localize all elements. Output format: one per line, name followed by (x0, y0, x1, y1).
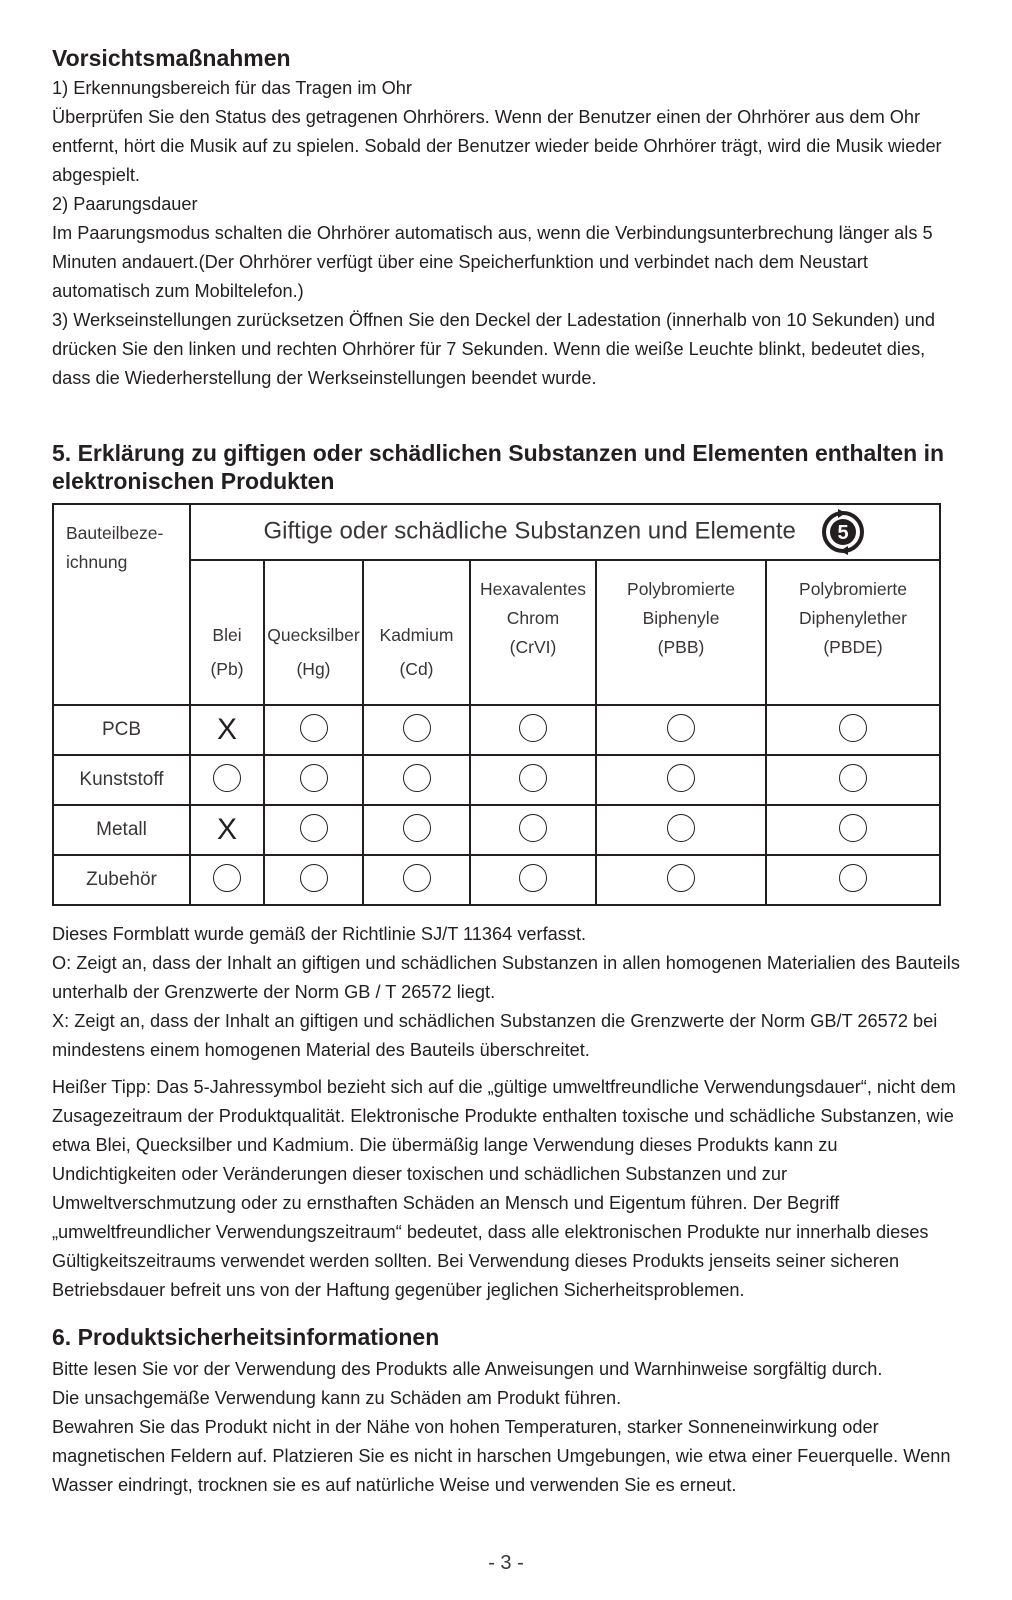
precaution-line: Im Paarungsmodus schalten die Ohrhörer automatisch aus, wenn die Verbindungsunterbrechung länger als 5 Minuten andauert.(Der Ohrhörer verfügt über eine Speicherfunktion und verbindet nach dem Neustart automatisch zum Mobiltelefon.) (52, 223, 933, 301)
compliant-circle-icon (839, 864, 867, 892)
compliant-circle-icon (839, 814, 867, 842)
safety-line: Die unsachgemäße Verwendung kann zu Schäden am Produkt führen. (52, 1388, 622, 1408)
document-page (52, 44, 962, 1500)
safety-section (52, 1323, 962, 1500)
mark-cell (363, 705, 470, 755)
mark-cell (470, 805, 596, 855)
row-label: Kunststoff (53, 755, 190, 805)
emblem-number: 5 (836, 522, 849, 544)
substances-heading: 5. Erklärung zu giftigen oder schädlichen Substanzen und Elementen enthalten in elektronischen Produkten (52, 440, 945, 494)
compliant-circle-icon (403, 764, 431, 792)
safety-body (52, 1355, 962, 1500)
mark-cell (264, 855, 363, 905)
note-line: X: Zeigt an, dass der Inhalt an giftigen und schädlichen Substanzen die Grenzwerte der Norm GB/T 26572 bei mindestens einem homogenen Material des Bauteils überschreitet. (52, 1011, 938, 1060)
compliant-circle-icon (213, 864, 241, 892)
mark-cell (190, 755, 264, 805)
compliant-circle-icon (667, 714, 695, 742)
column-header: Blei (Pb) (190, 560, 264, 705)
mark-cell (766, 805, 940, 855)
compliant-circle-icon (403, 714, 431, 742)
compliant-circle-icon (300, 814, 328, 842)
table-row (53, 755, 940, 805)
mark-cell (470, 755, 596, 805)
page-number: - 3 - (488, 1552, 524, 1574)
column-header: Kadmium (Cd) (363, 560, 470, 705)
table-notes (52, 920, 962, 1065)
precautions-section (52, 44, 962, 393)
mark-cell (363, 855, 470, 905)
mark-cell (596, 805, 766, 855)
substances-table (52, 503, 941, 906)
safety-line: Bitte lesen Sie vor der Verwendung des Produkts alle Anweisungen und Warnhinweise sorgfältig durch. (52, 1359, 883, 1379)
compliant-circle-icon (667, 814, 695, 842)
substances-header (190, 504, 940, 560)
precaution-line: 1) Erkennungsbereich für das Tragen im Ohr (52, 78, 412, 98)
environmental-5-year-icon (819, 508, 867, 556)
mark-cell (766, 705, 940, 755)
substances-rows (53, 705, 940, 905)
table-row (53, 855, 940, 905)
row-label: Zubehör (53, 855, 190, 905)
mark-cell (596, 855, 766, 905)
precautions-body (52, 74, 962, 393)
table-row (53, 705, 940, 755)
compliant-circle-icon (839, 714, 867, 742)
mark-cell (766, 855, 940, 905)
mark-cell (470, 705, 596, 755)
compliant-circle-icon (300, 864, 328, 892)
compliant-circle-icon (519, 864, 547, 892)
mark-cell (596, 755, 766, 805)
exceeds-mark: X (216, 813, 237, 846)
compliant-circle-icon (839, 764, 867, 792)
exceeds-mark: X (216, 713, 237, 746)
compliant-circle-icon (403, 814, 431, 842)
precaution-line: 2) Paarungsdauer (52, 194, 198, 214)
precaution-line: Überprüfen Sie den Status des getragenen Ohrhörers. Wenn der Benutzer einen der Ohrhörer aus dem Ohr entfernt, hört die Musik auf zu spielen. Sobald der Benutzer wieder beide Ohrhörer trägt, wird die Musik wieder abgespielt. (52, 107, 942, 185)
component-header: Bauteilbeze-ichnung (53, 504, 190, 705)
row-label: Metall (53, 805, 190, 855)
row-label: PCB (53, 705, 190, 755)
compliant-circle-icon (667, 864, 695, 892)
column-header: Polybromierte Biphenyle (PBB) (596, 560, 766, 705)
mark-cell (190, 705, 264, 755)
column-header: Quecksilber (Hg) (264, 560, 363, 705)
compliant-circle-icon (519, 764, 547, 792)
compliant-circle-icon (300, 714, 328, 742)
substances-table-wrap (52, 503, 962, 906)
compliant-circle-icon (213, 764, 241, 792)
compliant-circle-icon (403, 864, 431, 892)
mark-cell (264, 805, 363, 855)
hot-tip (52, 1073, 962, 1305)
mark-cell (264, 755, 363, 805)
hot-tip-text: Heißer Tipp: Das 5-Jahressymbol bezieht sich auf die „gültige umweltfreundliche Verwendungsdauer“, nicht dem Zusagezeitraum der Produktqualität. Elektronische Produkte enthalten toxische und schädliche Substanzen, wie etwa Blei, Quecksilber und Kadmium. Die übermäßig lange Verwendung dieses Produkts kann zu Undichtigkeiten oder Veränderungen dieser toxischen und schädlichen Substanzen und zur Umweltverschmutzung oder zu ernsthaften Schäden an Mensch und Eigentum führen. Der Begriff „umweltfreundlicher Verwendungszeitraum“ bedeutet, dass alle elektronischen Produkte nur innerhalb dieses Gültigkeitszeitraums verwendet werden sollten. Bei Verwendung dieses Produkts jenseits seiner sicheren Betriebsdauer befreit uns von der Haftung gegenüber jeglichen Sicherheitsproblemen. (52, 1077, 956, 1300)
mark-cell (190, 855, 264, 905)
compliant-circle-icon (300, 764, 328, 792)
safety-line: Bewahren Sie das Produkt nicht in der Nähe von hohen Temperaturen, starker Sonneneinwirkung oder magnetischen Feldern auf. Platzieren Sie es nicht in harschen Umgebungen, wie etwa einer Feuerquelle. Wenn Wasser eindringt, trocknen sie es auf natürliche Weise und verwenden Sie es erneut. (52, 1417, 951, 1495)
mark-cell (596, 705, 766, 755)
compliant-circle-icon (667, 764, 695, 792)
mark-cell (470, 855, 596, 905)
substances-header-label: Giftige oder schädliche Substanzen und Elemente (263, 517, 796, 545)
compliant-circle-icon (519, 714, 547, 742)
mark-cell (190, 805, 264, 855)
mark-cell (264, 705, 363, 755)
precaution-line: 3) Werkseinstellungen zurücksetzen Öffnen Sie den Deckel der Ladestation (innerhalb von 10 Sekunden) und drücken Sie den linken und rechten Ohrhörer für 7 Sekunden. Wenn die weiße Leuchte blinkt, bedeutet dies, dass die Wiederherstellung der Werkseinstellungen beendet wurde. (52, 310, 935, 388)
column-header: Hexavalentes Chrom (CrVI) (470, 560, 596, 705)
mark-cell (363, 755, 470, 805)
mark-cell (766, 755, 940, 805)
column-header: Polybromierte Diphenylether (PBDE) (766, 560, 940, 705)
compliant-circle-icon (519, 814, 547, 842)
table-row (53, 805, 940, 855)
note-line: Dieses Formblatt wurde gemäß der Richtlinie SJ/T 11364 verfasst. (52, 924, 587, 944)
mark-cell (363, 805, 470, 855)
safety-heading: 6. Produktsicherheitsinformationen (52, 1324, 440, 1350)
precautions-heading: Vorsichtsmaßnahmen (52, 45, 291, 71)
note-line: O: Zeigt an, dass der Inhalt an giftigen und schädlichen Substanzen in allen homogenen Materialien des Bauteils unterhalb der Grenzwerte der Norm GB / T 26572 liegt. (52, 953, 960, 1002)
substances-section (52, 439, 962, 1305)
